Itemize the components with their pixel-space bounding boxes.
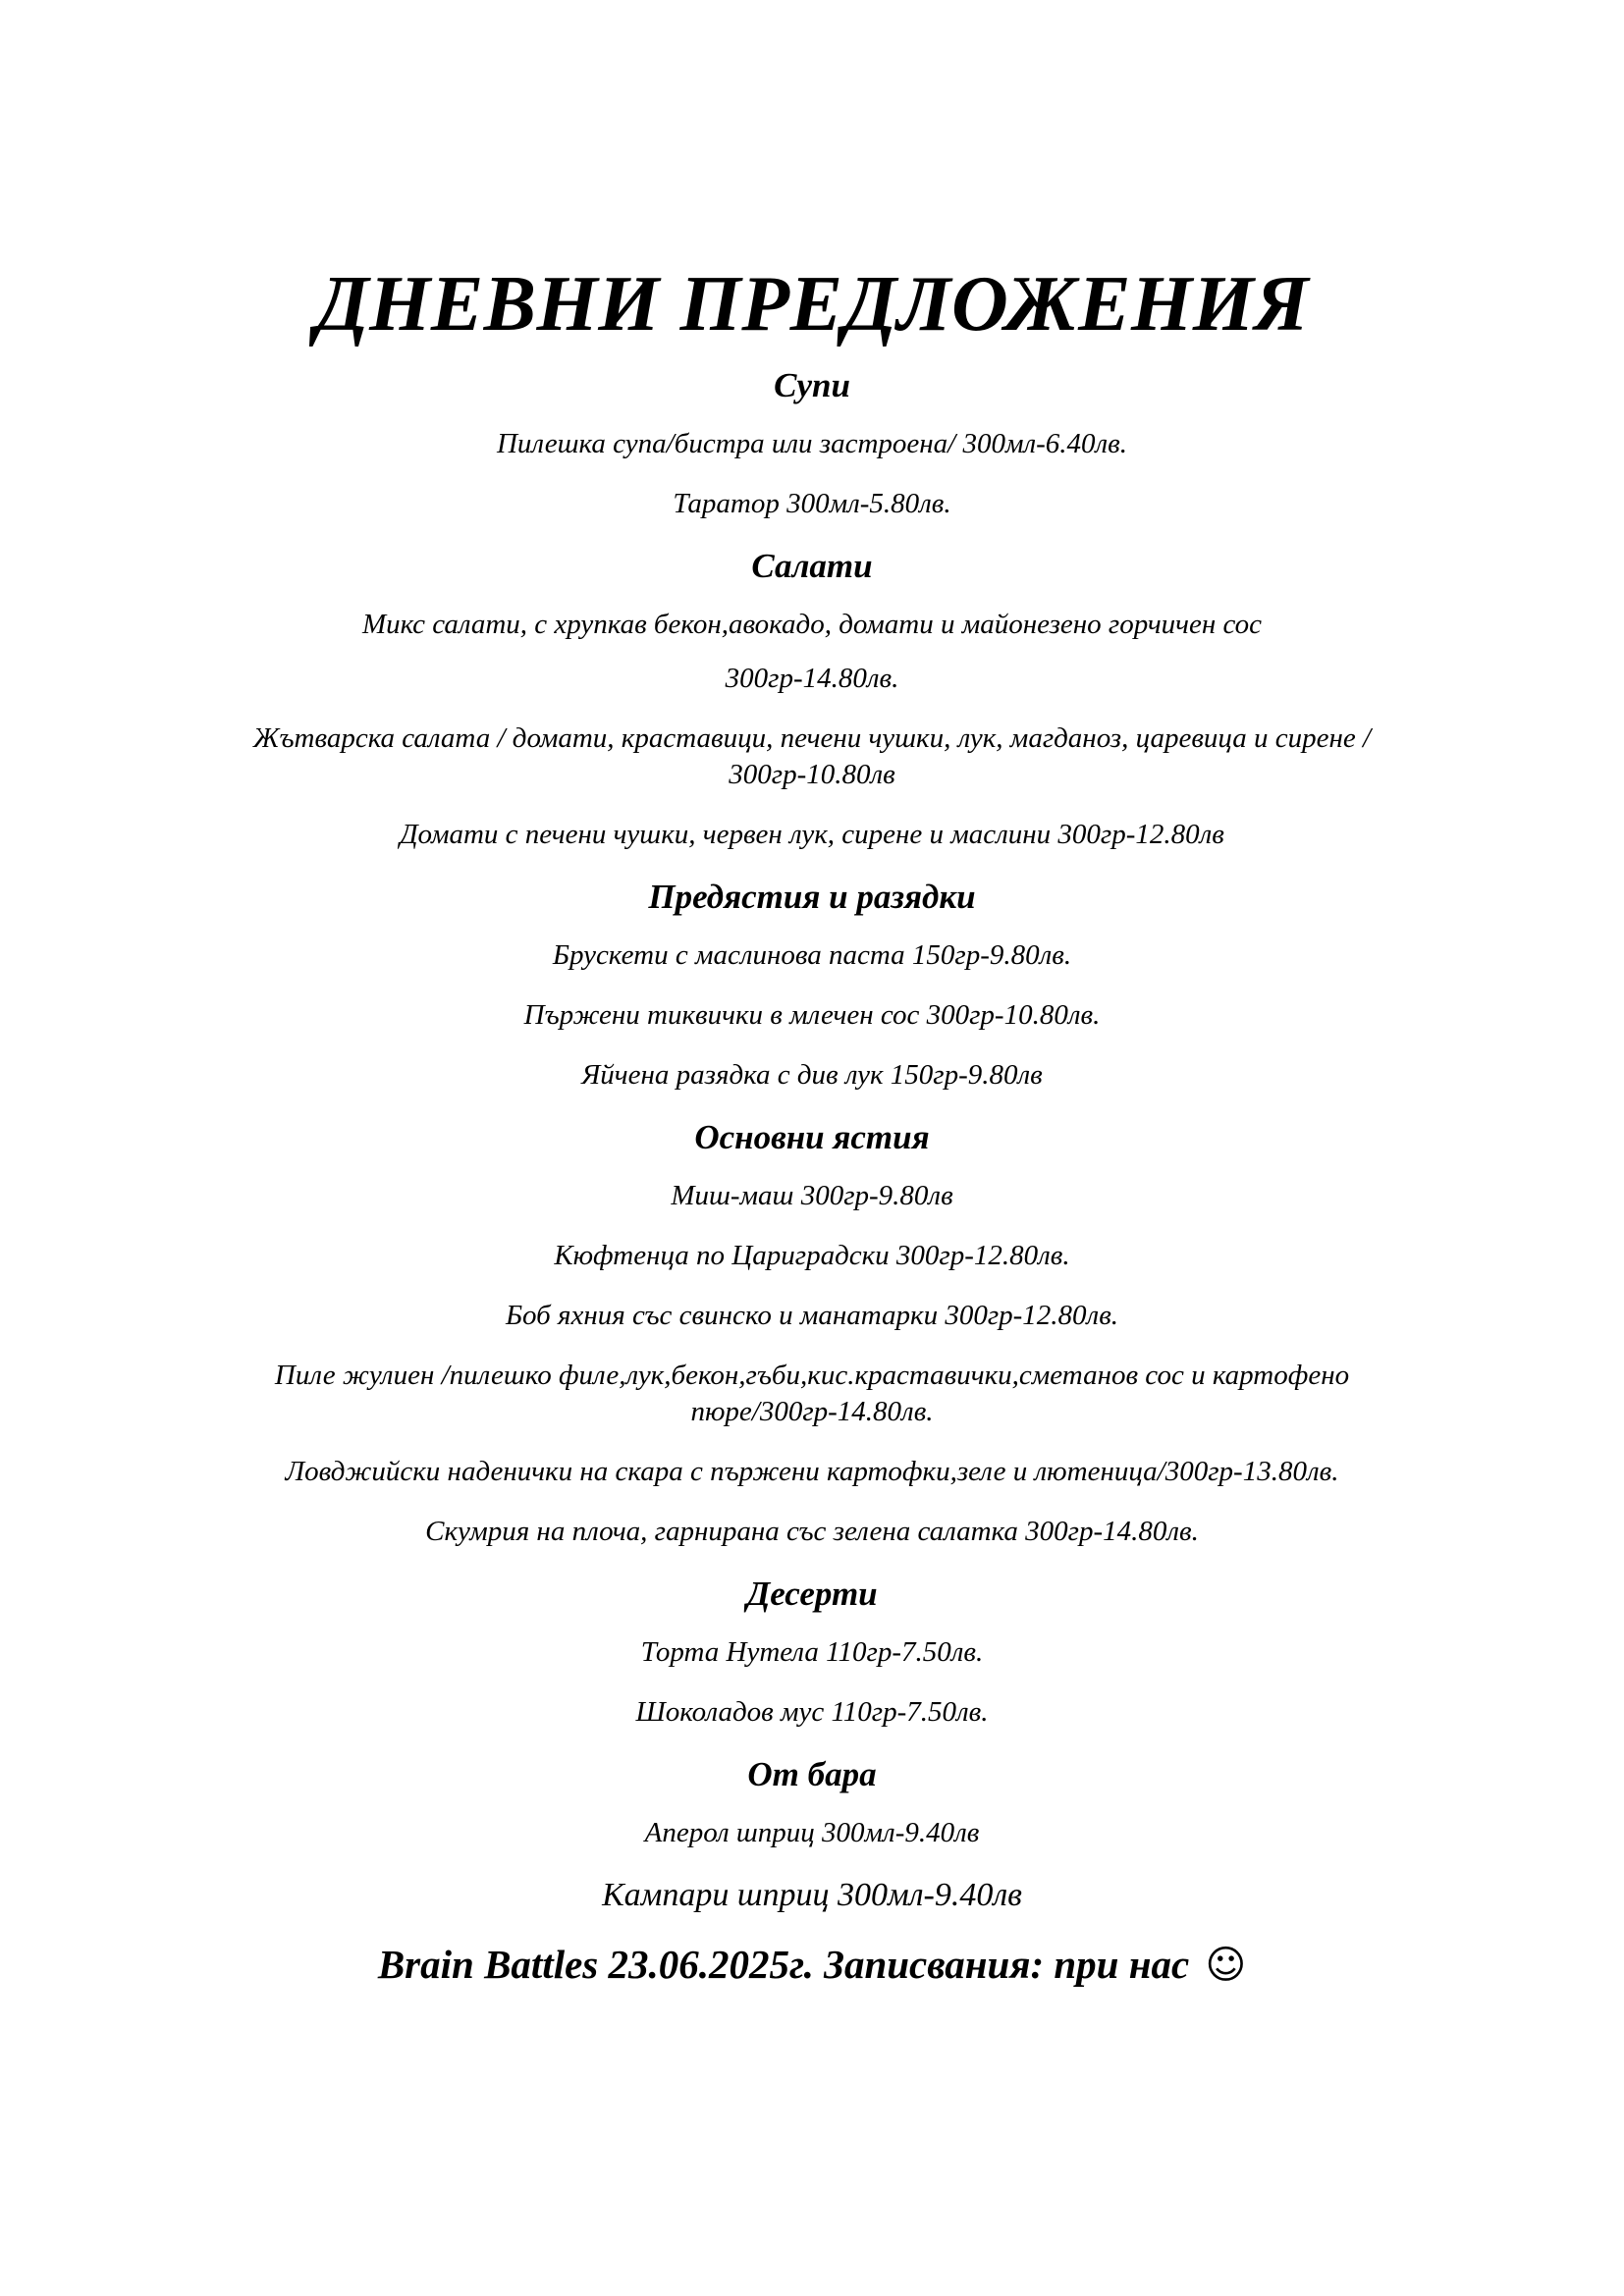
menu-item: Брускети с маслинова паста 150гр-9.80лв. xyxy=(552,939,1072,971)
menu-item: Боб яхния със свинско и манатарки 300гр-12.80лв. xyxy=(505,1300,1119,1331)
section-heading: Основни ястия xyxy=(694,1118,930,1156)
menu-item: Пиле жулиен /пилешко филе,лук,бекон,гъби,кис.краставички,сметанов сос и картофено пюре/300гр-14.80лв. xyxy=(274,1360,1350,1427)
section-main-courses xyxy=(98,1117,1526,1550)
section-soups xyxy=(98,365,1526,522)
page-title: ДНЕВНИ ПРЕДЛОЖЕНИЯ xyxy=(314,261,1310,347)
menu-item: Пържени тиквички в млечен сос 300гр-10.80лв. xyxy=(523,999,1101,1031)
section-heading: От бара xyxy=(747,1755,877,1793)
menu-item: Ловджийски наденички на скара с пържени картофки,зеле и лютеница/300гр-13.80лв. xyxy=(285,1456,1339,1487)
section-desserts xyxy=(98,1574,1526,1731)
event-announcement xyxy=(98,1940,1526,1990)
menu-item: Шоколадов мус 110гр-7.50лв. xyxy=(635,1696,989,1728)
menu-item: Жътварска салата / домати, краставици, печени чушки, лук, магданоз, царевица и сирене / 300гр-10.80лв xyxy=(252,722,1372,790)
menu-item: Торта Нутела 110гр-7.50лв. xyxy=(640,1636,984,1668)
menu-item: Яйчена разядка с див лук 150гр-9.80лв xyxy=(581,1059,1043,1091)
daily-menu xyxy=(98,257,1526,1990)
menu-item: Микс салати, с хрупкав бекон,авокадо, домати и майонезено горчичен сос xyxy=(361,609,1263,640)
smiley-icon: ☺ xyxy=(1205,1943,1247,1988)
menu-item: Миш-маш 300гр-9.80лв xyxy=(671,1180,953,1211)
menu-item: Пилешка супа/бистра или застроена/ 300мл-6.40лв. xyxy=(496,428,1128,459)
section-heading: Предястия и разядки xyxy=(648,878,976,916)
menu-item: Скумрия на плоча, гарнирана със зелена салатка 300гр-14.80лв. xyxy=(425,1516,1199,1547)
menu-item: Аперол шприц 300мл-9.40лв xyxy=(644,1817,980,1848)
event-announcement-text: Brain Battles 23.06.2025г. Записвания: при нас xyxy=(377,1942,1190,1987)
section-heading: Супи xyxy=(774,366,850,404)
section-starters xyxy=(98,877,1526,1094)
menu-item: 300гр-14.80лв. xyxy=(725,663,899,694)
section-heading: Десерти xyxy=(746,1575,878,1613)
menu-item: Кампари шприц 300мл-9.40лв xyxy=(602,1877,1022,1913)
section-bar xyxy=(98,1754,1526,1916)
menu-item: Таратор 300мл-5.80лв. xyxy=(673,488,951,519)
section-heading: Салати xyxy=(751,547,873,585)
menu-item: Домати с печени чушки, червен лук, сирене и маслини 300гр-12.80лв xyxy=(400,819,1224,850)
section-salads xyxy=(98,546,1526,853)
menu-item: Кюфтенца по Цариградски 300гр-12.80лв. xyxy=(554,1240,1070,1271)
